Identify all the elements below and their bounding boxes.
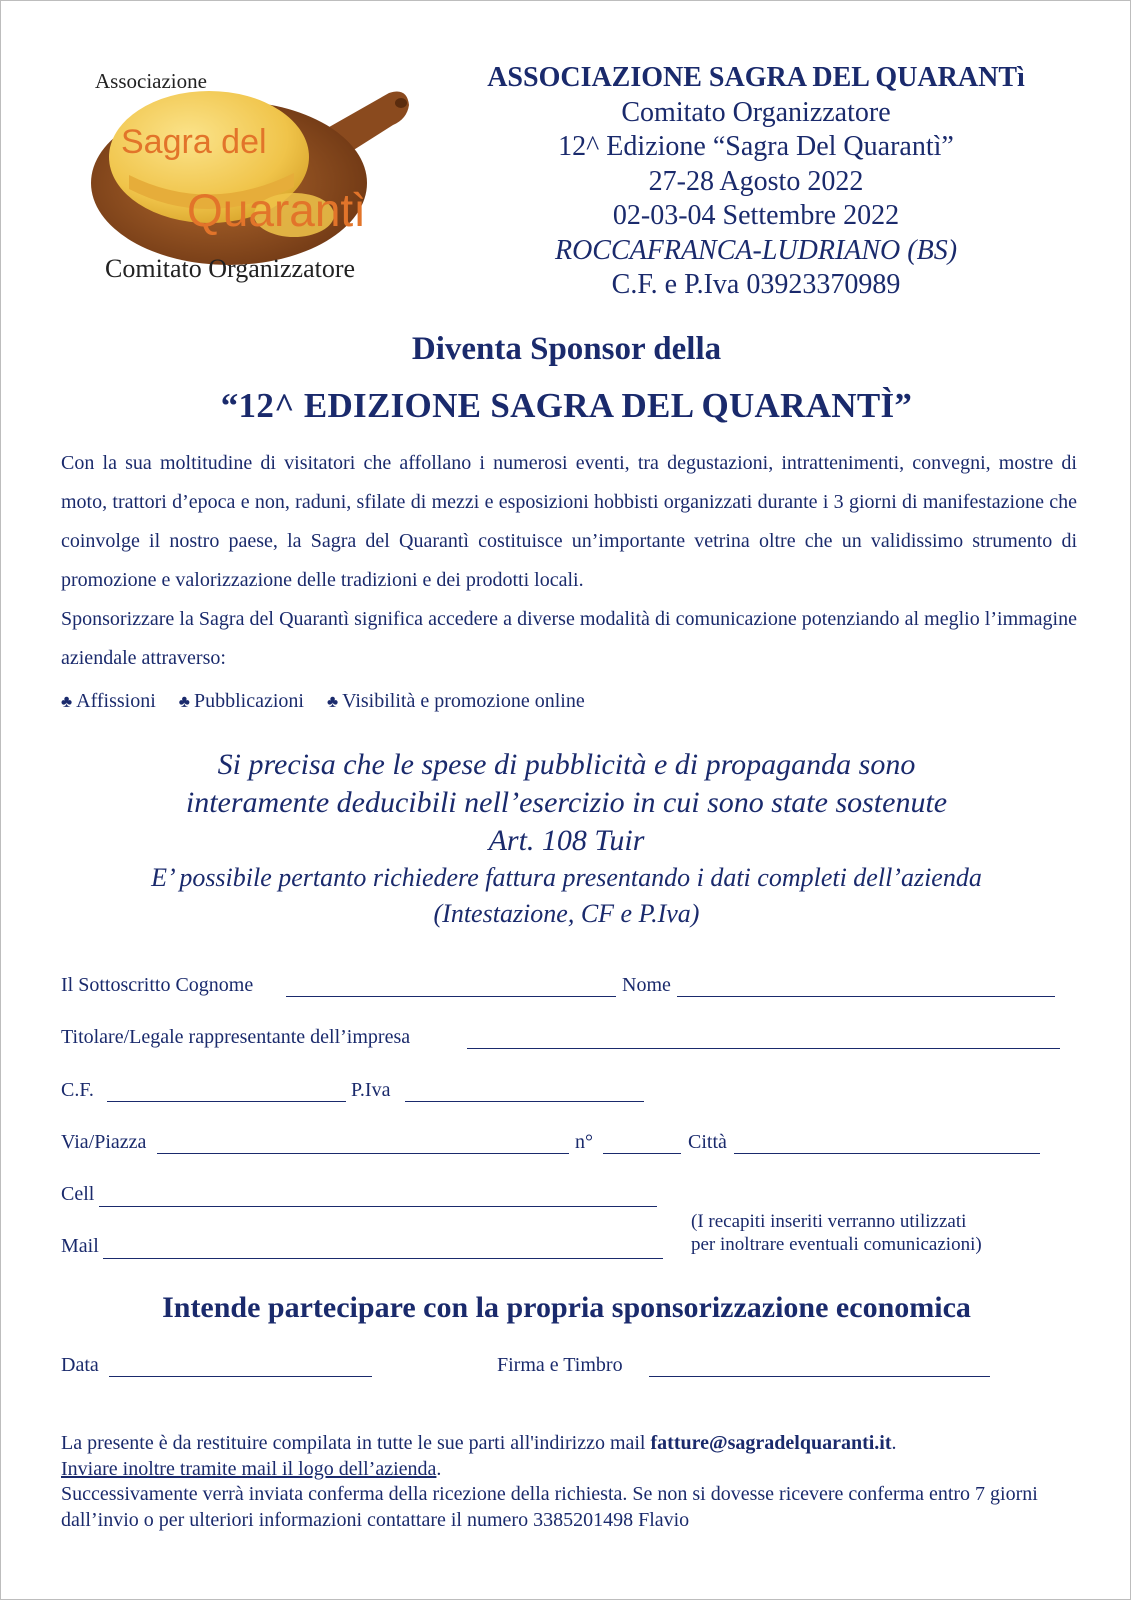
list-item: ♣ Pubblicazioni [178, 690, 304, 712]
sponsorship-statement: Intende partecipare con la propria sponsorizzazione economica [162, 1291, 971, 1324]
contact-note: (I recapiti inseriti verranno utilizzati per inoltrare eventuali comunicazioni) [691, 1211, 982, 1255]
tax-note-line4: E’ possibile pertanto richiedere fattura presentando i dati completi dell’azienda [151, 863, 982, 892]
benefits-list [61, 690, 603, 713]
intro-paragraph-2: Sponsorizzare la Sagra del Quarantì significa accedere a diverse modalità di comunicazione potenziando al meglio l’immagine aziendale attraverso: [61, 608, 1077, 669]
citta-label: Città [688, 1131, 727, 1153]
mail-label: Mail [61, 1235, 99, 1257]
via-field[interactable] [157, 1153, 569, 1154]
nome-field[interactable] [677, 996, 1055, 997]
association-logo [89, 65, 419, 297]
organization-subtitle: Comitato Organizzatore [621, 96, 891, 128]
cognome-field[interactable] [286, 996, 616, 997]
cf-field[interactable] [107, 1101, 346, 1102]
numero-field[interactable] [603, 1153, 681, 1154]
cell-label: Cell [61, 1183, 95, 1205]
event-dates-august: 27-28 Agosto 2022 [648, 165, 864, 197]
numero-label: n° [575, 1131, 593, 1153]
page-title-line2: “12^ EDIZIONE SAGRA DEL QUARANTÌ” [220, 386, 913, 425]
via-label: Via/Piazza [61, 1131, 147, 1153]
footer-instructions [61, 1431, 1081, 1533]
titolare-field[interactable] [467, 1048, 1060, 1049]
firma-label: Firma e Timbro [497, 1354, 623, 1376]
tax-note-line3: Art. 108 Tuir [488, 824, 645, 857]
tax-code: C.F. e P.Iva 03923370989 [611, 269, 901, 300]
list-item: ♣ Visibilità e promozione online [326, 690, 585, 712]
tax-deduction-note [1, 746, 1131, 932]
organization-name: ASSOCIAZIONE SAGRA DEL QUARANTì [487, 62, 1025, 93]
intro-text [61, 444, 1077, 678]
list-item: ♣ Affissioni [61, 690, 156, 712]
club-bullet-icon: ♣ [326, 692, 339, 711]
tax-note-line2: interamente deducibili nell’esercizio in cui sono state sostenute [185, 786, 948, 819]
edition-title: 12^ Edizione “Sagra Del Quarantì” [558, 131, 954, 162]
contact-email: fatture@sagradelquaranti.it [650, 1432, 892, 1454]
logo-association-text: Associazione [95, 69, 207, 93]
nome-label: Nome [622, 974, 671, 996]
cell-field[interactable] [99, 1206, 657, 1207]
event-location: ROCCAFRANCA-LUDRIANO (BS) [554, 234, 958, 266]
intro-paragraph-1: Con la sua moltitudine di visitatori che affollano i numerosi eventi, tra degustazioni, intrattenimenti, convegni, mostre di moto, trattori d’epoca e non, raduni, sfilate di mezzi e esposizioni hobbisti organizzati durante i 3 giorni di manifestazione che coinvolge il nostro paese, la Sagra del Quarantì costituisce un’importante vetrina oltre che un validissimo strumento di promozione e valorizzazione delle tradizioni e dei prodotti locali. [61, 452, 1077, 591]
logo-committee-text: Comitato Organizzatore [105, 254, 356, 283]
data-label: Data [61, 1354, 99, 1376]
tax-note-line1: Si precisa che le spese di pubblicità e di propaganda sono [217, 748, 916, 781]
organization-header [431, 61, 1081, 303]
logo-name-line2: Quarantì [187, 184, 366, 236]
tax-note-line5: (Intestazione, CF e P.Iva) [433, 899, 700, 928]
footer-line-2: Inviare inoltre tramite mail il logo dell’azienda. [61, 1457, 442, 1480]
footer-line-1: La presente è da restituire compilata in tutte le sue parti all'indirizzo mail fatture@sagradelquaranti.it. [61, 1432, 897, 1454]
mail-field[interactable] [103, 1258, 663, 1259]
date-field[interactable] [109, 1376, 372, 1377]
logo-name-line1: Sagra del [121, 123, 267, 161]
page-title-line1: Diventa Sponsor della [411, 331, 722, 367]
piva-label: P.Iva [351, 1079, 391, 1101]
club-bullet-icon: ♣ [61, 692, 73, 711]
footer-line-3: Successivamente verrà inviata conferma della ricezione della richiesta. Se non si dovesse ricevere conferma entro 7 giorni dall’invio o per ulteriori informazioni contattare il numero 3385201498 Flavio [61, 1483, 1038, 1531]
cf-label: C.F. [61, 1079, 94, 1101]
piva-field[interactable] [405, 1101, 644, 1102]
club-bullet-icon: ♣ [178, 692, 190, 711]
cognome-label: Il Sottoscritto Cognome [61, 974, 254, 996]
citta-field[interactable] [734, 1153, 1040, 1154]
signature-field[interactable] [649, 1376, 990, 1377]
titolare-label: Titolare/Legale rappresentante dell’impresa [61, 1026, 411, 1048]
event-dates-september: 02-03-04 Settembre 2022 [612, 200, 900, 231]
